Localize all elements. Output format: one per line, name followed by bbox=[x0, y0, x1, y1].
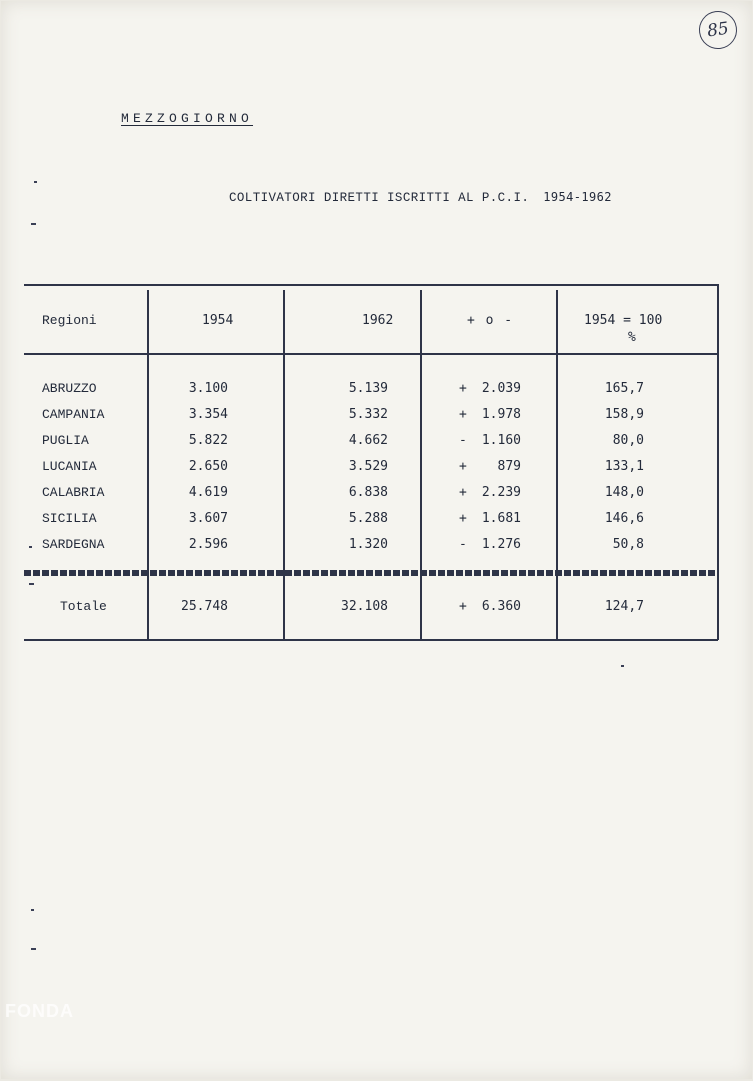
header-region: Regioni bbox=[42, 313, 97, 328]
row-1954: 2.650 bbox=[188, 459, 228, 474]
row-sign: - bbox=[459, 433, 467, 448]
row-difference: 2.239 bbox=[481, 485, 521, 500]
total-sign: + bbox=[459, 599, 467, 614]
header-1962: 1962 bbox=[362, 313, 394, 328]
column-divider bbox=[556, 290, 558, 640]
header-index-unit: % bbox=[628, 330, 636, 345]
row-index: 133,1 bbox=[604, 459, 644, 474]
row-difference: 1.160 bbox=[481, 433, 521, 448]
margin-mark bbox=[34, 181, 37, 183]
row-difference: 1.276 bbox=[481, 537, 521, 552]
column-divider bbox=[283, 290, 285, 640]
header-difference: + o - bbox=[467, 313, 513, 328]
row-1954: 3.607 bbox=[188, 511, 228, 526]
table-title-years: 1954-1962 bbox=[543, 190, 612, 204]
row-index: 165,7 bbox=[604, 381, 644, 396]
row-difference: 1.681 bbox=[481, 511, 521, 526]
margin-mark bbox=[621, 665, 624, 667]
row-index: 50,8 bbox=[612, 537, 644, 552]
row-sign: + bbox=[459, 459, 467, 474]
margin-mark bbox=[31, 948, 36, 950]
row-sign: + bbox=[459, 381, 467, 396]
margin-mark bbox=[31, 909, 34, 911]
row-1962: 5.332 bbox=[348, 407, 388, 422]
row-sign: + bbox=[459, 407, 467, 422]
table-title-text: COLTIVATORI DIRETTI ISCRITTI AL P.C.I. bbox=[229, 191, 530, 205]
row-index: 146,6 bbox=[604, 511, 644, 526]
margin-mark bbox=[29, 546, 32, 548]
row-region: CALABRIA bbox=[42, 485, 105, 500]
table-bottom-rule bbox=[24, 639, 718, 641]
header-1954: 1954 bbox=[202, 313, 234, 328]
row-1962: 6.838 bbox=[348, 485, 388, 500]
row-1954: 3.100 bbox=[188, 381, 228, 396]
total-1962: 32.108 bbox=[341, 599, 388, 614]
row-1954: 3.354 bbox=[188, 407, 228, 422]
row-1962: 5.139 bbox=[348, 381, 388, 396]
row-sign: + bbox=[459, 485, 467, 500]
row-1954: 5.822 bbox=[188, 433, 228, 448]
row-1962: 4.662 bbox=[348, 433, 388, 448]
row-region: CAMPANIA bbox=[42, 407, 105, 422]
total-1954: 25.748 bbox=[181, 599, 228, 614]
column-divider bbox=[147, 290, 149, 640]
row-index: 80,0 bbox=[612, 433, 644, 448]
row-region: LUCANIA bbox=[42, 459, 97, 474]
row-region: PUGLIA bbox=[42, 433, 89, 448]
margin-mark bbox=[29, 583, 34, 585]
header-index: 1954 = 100 bbox=[584, 313, 663, 328]
column-divider bbox=[717, 284, 719, 640]
table-header-rule bbox=[24, 353, 718, 355]
total-index: 124,7 bbox=[604, 599, 644, 614]
table-title bbox=[229, 190, 612, 205]
document-page bbox=[1, 1, 752, 1079]
table-top-rule bbox=[24, 284, 718, 286]
table-total-separator bbox=[24, 570, 718, 575]
row-index: 158,9 bbox=[604, 407, 644, 422]
total-difference: 6.360 bbox=[481, 599, 521, 614]
row-difference: 2.039 bbox=[481, 381, 521, 396]
row-1962: 1.320 bbox=[348, 537, 388, 552]
archive-watermark: FONDA bbox=[5, 1001, 74, 1021]
column-divider bbox=[420, 290, 422, 640]
page-heading: MEZZOGIORNO bbox=[121, 111, 254, 126]
row-region: ABRUZZO bbox=[42, 381, 97, 396]
row-sign: + bbox=[459, 511, 467, 526]
row-region: SICILIA bbox=[42, 511, 97, 526]
row-1962: 3.529 bbox=[348, 459, 388, 474]
row-difference: 879 bbox=[497, 459, 521, 474]
row-sign: - bbox=[459, 537, 467, 552]
row-1954: 4.619 bbox=[188, 485, 228, 500]
row-1954: 2.596 bbox=[188, 537, 228, 552]
row-difference: 1.978 bbox=[481, 407, 521, 422]
page-number-stamp: 85 bbox=[697, 9, 740, 52]
row-region: SARDEGNA bbox=[42, 537, 105, 552]
margin-mark bbox=[31, 223, 36, 225]
total-label: Totale bbox=[60, 599, 107, 614]
row-1962: 5.288 bbox=[348, 511, 388, 526]
row-index: 148,0 bbox=[604, 485, 644, 500]
